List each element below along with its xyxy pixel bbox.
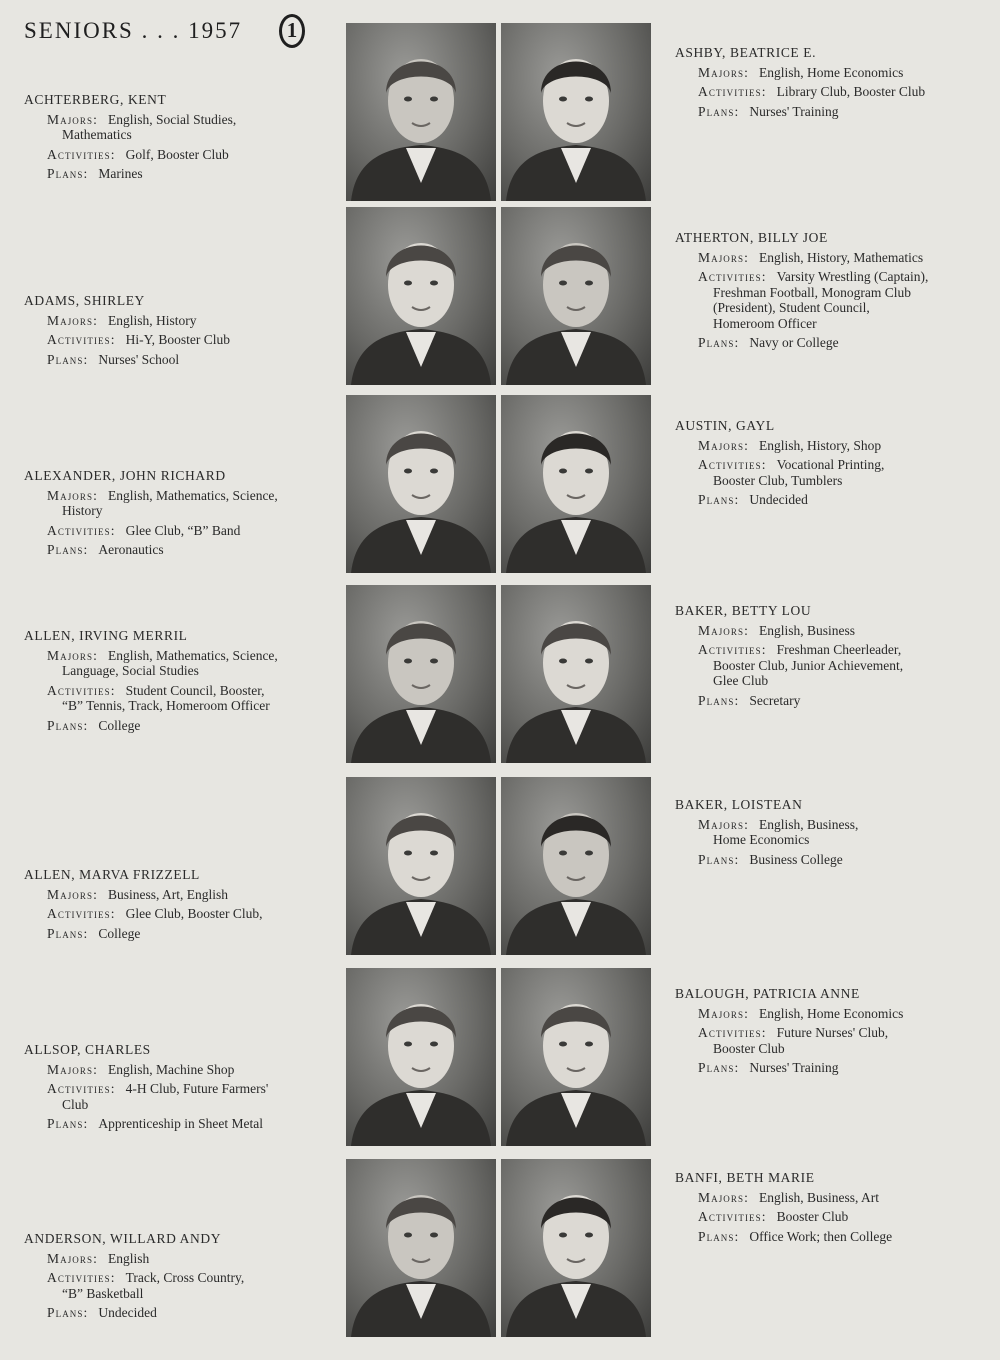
majors-line [675,817,975,848]
senior-entry [675,230,975,355]
majors-line-label: Majors: [698,1189,749,1205]
activities-line-value: Freshman Football, Monogram Club [713,284,911,300]
senior-name: ANDERSON, WILLARD ANDY [24,1231,222,1246]
senior-entry [24,628,324,737]
majors-line-label: Majors: [47,647,98,663]
activities-line-value: Library Club, Booster Club [776,84,926,99]
plans-line-value: Business College [749,851,843,867]
majors-line [675,438,975,454]
activities-line-value: Golf, Booster Club [125,146,229,162]
senior-name: BAKER, BETTY LOU [675,603,812,618]
activities-line [675,642,975,689]
senior-entry [675,45,975,123]
senior-name: BAKER, LOISTEAN [675,797,803,812]
majors-line [24,488,324,519]
majors-line-value: English [107,1250,150,1266]
majors-line-label: Majors: [698,249,749,265]
senior-entry [675,603,975,712]
plans-line-label: Plans: [47,351,89,367]
senior-portrait-photo [501,207,651,385]
portrait-silhouette-icon [501,777,651,955]
majors-line [675,250,975,266]
plans-line-label: Plans: [698,335,740,350]
senior-entry [24,92,324,186]
majors-line-label: Majors: [698,64,749,80]
plans-line-label: Plans: [698,1228,740,1244]
senior-portrait-photo [501,23,651,201]
senior-entry [24,1231,324,1325]
majors-line-value: History [62,503,103,518]
senior-entry [675,797,975,871]
majors-line-value: English, Home Economics [758,1005,904,1021]
activities-line [24,147,324,163]
activities-line-value: “B” Basketball [62,1285,144,1301]
page-number-badge: 1 [279,14,305,48]
page-title: SENIORS . . . 1957 [24,18,243,43]
senior-entry [24,293,324,371]
portrait-silhouette-icon [501,968,651,1146]
portrait-silhouette-icon [346,777,496,955]
senior-name: BANFI, BETH MARIE [675,1170,815,1185]
plans-line-value: Apprenticeship in Sheet Metal [98,1116,263,1131]
majors-line-label: Majors: [698,1005,749,1021]
activities-line-value: “B” Tennis, Track, Homeroom Officer [62,698,270,713]
plans-line-value: College [98,717,141,733]
majors-line [24,1251,324,1267]
activities-line-value: Booster Club [713,1040,785,1056]
activities-line-label: Activities: [698,84,767,99]
senior-entry [24,1042,324,1136]
majors-line-value: English, Business [758,622,855,638]
majors-line-label: Majors: [47,312,98,328]
plans-line-value: Secretary [749,692,801,708]
activities-line-value: Track, Cross Country, [125,1270,245,1285]
plans-line-label: Plans: [47,717,89,733]
senior-entry [24,468,324,562]
senior-name: ADAMS, SHIRLEY [24,293,145,308]
majors-line-label: Majors: [698,437,749,453]
portrait-silhouette-icon [346,1159,496,1337]
majors-line-label: Majors: [698,816,749,832]
portrait-silhouette-icon [501,585,651,763]
activities-line [24,1270,324,1301]
portrait-silhouette-icon [346,207,496,385]
majors-line-label: Majors: [47,487,98,503]
majors-line-value: English, Mathematics, Science, [107,647,278,663]
senior-entry [24,867,324,945]
activities-line-value: Homeroom Officer [713,315,817,331]
majors-line-value: Business, Art, English [107,886,228,902]
majors-line-label: Majors: [698,622,749,638]
portrait-silhouette-icon [346,968,496,1146]
portrait-silhouette-icon [346,395,496,573]
activities-line-value: (President), Student Council, [713,300,870,315]
plans-line [24,1305,324,1321]
plans-line-label: Plans: [698,692,740,708]
plans-line-label: Plans: [698,851,740,867]
activities-line-value: Student Council, Booster, [125,682,265,698]
senior-entry [675,1170,975,1248]
portrait-silhouette-icon [501,395,651,573]
senior-name: ASHBY, BEATRICE E. [675,45,817,60]
majors-line [675,1190,975,1206]
senior-name: ACHTERBERG, KENT [24,92,167,107]
plans-line [24,166,324,182]
majors-line-label: Majors: [47,1250,98,1266]
majors-line-value: Language, Social Studies [62,663,199,678]
majors-line-value: English, Machine Shop [107,1061,235,1077]
plans-line-value: Office Work; then College [749,1228,893,1244]
majors-line [675,1006,975,1022]
senior-portrait-photo [346,1159,496,1337]
activities-line [24,1081,324,1112]
senior-name: ATHERTON, BILLY JOE [675,230,828,245]
plans-line-value: Nurses' Training [749,103,839,119]
plans-line-value: Navy or College [749,335,839,350]
majors-line-value: English, Home Economics [758,64,904,80]
plans-line-value: Nurses' Training [749,1060,839,1075]
plans-line-label: Plans: [698,492,740,507]
portrait-silhouette-icon [346,23,496,201]
plans-line [675,492,975,508]
activities-line-label: Activities: [698,1209,767,1224]
plans-line [675,1060,975,1076]
activities-line-label: Activities: [698,1025,767,1040]
senior-portrait-photo [346,585,496,763]
activities-line-value: 4-H Club, Future Farmers' [125,1081,269,1096]
plans-line-label: Plans: [47,925,89,941]
portrait-silhouette-icon [501,207,651,385]
activities-line-label: Activities: [47,906,116,921]
activities-line-value: Club [62,1096,89,1112]
majors-line [675,623,975,639]
majors-line-value: Mathematics [62,127,132,142]
senior-portrait-photo [346,395,496,573]
majors-line-value: English, History, Mathematics [758,249,924,265]
senior-name: ALLEN, IRVING MERRIL [24,628,188,643]
senior-portrait-photo [346,968,496,1146]
activities-line-label: Activities: [698,642,767,657]
activities-line-value: Varsity Wrestling (Captain), [776,269,929,284]
activities-line-value: Booster Club, Junior Achievement, [713,657,904,673]
plans-line-label: Plans: [47,1305,89,1320]
activities-line-value: Freshman Cheerleader, [776,642,902,657]
senior-portrait-photo [501,968,651,1146]
portrait-silhouette-icon [501,23,651,201]
senior-portrait-photo [501,395,651,573]
senior-portrait-photo [501,1159,651,1337]
plans-line-value: Marines [98,166,143,181]
plans-line-label: Plans: [47,166,89,181]
majors-line-value: English, History [107,312,197,328]
activities-line-value: Future Nurses' Club, [776,1025,889,1040]
majors-line-value: English, Mathematics, Science, [107,487,278,503]
plans-line [24,926,324,942]
activities-line-label: Activities: [698,269,767,284]
activities-line-value: Vocational Printing, [776,457,885,472]
senior-name: ALEXANDER, JOHN RICHARD [24,468,226,483]
plans-line-value: Undecided [749,492,808,507]
activities-line-label: Activities: [47,1270,116,1285]
activities-line [24,906,324,922]
activities-line-label: Activities: [47,682,116,698]
portrait-silhouette-icon [346,585,496,763]
majors-line [24,1062,324,1078]
activities-line-label: Activities: [47,146,116,162]
majors-line-label: Majors: [47,111,98,127]
plans-line [675,693,975,709]
plans-line [675,104,975,120]
activities-line [675,84,975,100]
activities-line-value: Booster Club [776,1209,849,1224]
senior-name: AUSTIN, GAYL [675,418,775,433]
majors-line-value: Home Economics [713,832,810,847]
activities-line [675,1209,975,1225]
plans-line [675,852,975,868]
activities-line-label: Activities: [47,522,116,538]
portrait-silhouette-icon [501,1159,651,1337]
senior-name: BALOUGH, PATRICIA ANNE [675,986,860,1001]
activities-line-label: Activities: [47,1081,116,1096]
plans-line [675,1229,975,1245]
senior-name: ALLEN, MARVA FRIZZELL [24,867,200,882]
senior-portrait-photo [501,585,651,763]
plans-line-label: Plans: [698,103,740,119]
plans-line-value: College [98,925,141,941]
majors-line-value: English, Business, Art [758,1189,879,1205]
activities-line-value: Glee Club, Booster Club, [125,906,263,921]
majors-line [675,65,975,81]
majors-line [24,648,324,679]
majors-line [24,313,324,329]
majors-line-value: English, History, Shop [758,437,882,453]
senior-portrait-photo [346,23,496,201]
activities-line [24,332,324,348]
plans-line [24,1116,324,1132]
senior-portrait-photo [501,777,651,955]
plans-line-value: Nurses' School [98,351,180,367]
senior-name: ALLSOP, CHARLES [24,1042,151,1057]
activities-line [24,683,324,714]
majors-line-label: Majors: [47,1061,98,1077]
plans-line-label: Plans: [47,542,89,557]
plans-line [675,335,975,351]
senior-portrait-photo [346,207,496,385]
majors-line-label: Majors: [47,886,98,902]
plans-line-value: Undecided [98,1305,157,1320]
activities-line-value: Glee Club, “B” Band [125,522,241,538]
activities-line-label: Activities: [47,332,116,347]
majors-line-value: English, Social Studies, [107,111,237,127]
activities-line [24,523,324,539]
plans-line-label: Plans: [47,1116,89,1131]
plans-line [24,542,324,558]
majors-line [24,887,324,903]
activities-line-value: Glee Club [713,673,769,688]
activities-line [675,269,975,331]
senior-entry [675,418,975,512]
plans-line [24,352,324,368]
plans-line [24,718,324,734]
activities-line-value: Hi-Y, Booster Club [125,332,230,347]
activities-line [675,457,975,488]
senior-portrait-photo [346,777,496,955]
activities-line-value: Booster Club, Tumblers [713,472,843,488]
plans-line-label: Plans: [698,1060,740,1075]
majors-line-value: English, Business, [758,816,859,832]
senior-entry [675,986,975,1080]
activities-line-label: Activities: [698,457,767,472]
plans-line-value: Aeronautics [98,542,164,557]
majors-line [24,112,324,143]
activities-line [675,1025,975,1056]
